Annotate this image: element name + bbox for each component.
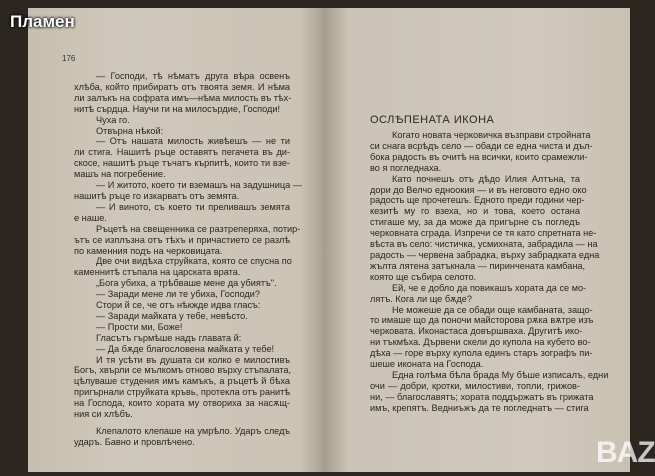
text-line: ътъ се изплъзна отъ тѣхъ и причастието се разлѣ [74,234,290,245]
text-line: бока радость въ очитѣ на всички, които срамежли- [370,151,588,162]
text-line: Стори й се, че отъ нѣкжде идва гласъ: [96,300,261,311]
text-line: Ей, че е добло да повикашъ хората да се мо- [392,282,587,293]
text-line: която ще събира селото. [370,271,477,282]
text-line: шеше иконата на Господа. [370,359,484,370]
watermark-text: Пламен [10,12,75,31]
text-line: дори до Велчо едноокия — и въ неговото едно око [370,184,587,195]
paragraph [74,426,290,448]
paragraph [74,202,290,224]
text-line: — И виното, съ което ти преливашъ земята [96,201,290,212]
text-line: машъ на погребение. [74,169,166,180]
paragraph [370,130,593,174]
text-line: — Да бѫде благословена майката у тебе! [96,343,275,354]
text-line: — Отъ нашата милость живѣешъ — не ти [96,136,290,147]
chapter-title: ОСЛѢПЕНАТА ИКОНА [370,114,495,126]
text-line: лятъ. Кога ли ще бѫде? [370,293,472,304]
text-line: Една голѣма бѣла брада Му бѣше изписалъ, едни [392,369,609,380]
text-line: Когато новата черковичка възправи стройната [392,130,591,140]
text-line: то имаше що да поночи майсторова рѫка вѫтре изъ [370,315,594,326]
text-line: Отвърна нѣкой: [96,125,164,136]
paragraph [370,282,587,305]
paragraph [74,311,290,322]
paragraph [74,223,301,257]
text-line: радость ще прочетешъ. Едното преди години чер- [370,195,585,206]
text-line: скосе, нашитѣ ръце тъчатъ кърпитѣ, които ти взе- [74,158,290,169]
page-number: 176 [62,54,76,63]
text-line: черковата. Иконастаса довършваха. Другитѣ ико- [370,326,583,337]
text-line: по каменния подъ на черковицата. [74,245,223,256]
paragraph [370,369,609,414]
paragraph [74,322,290,333]
text-line: кезитѣ му го взеха, но и това, което остана [370,206,580,217]
text-line: Гласътъ гърмѣше надъ главата й: [96,332,242,343]
text-line: — Заради мене ли те убиха, Господи? [96,289,260,300]
text-line: каменнитѣ стъпала на царската врата. [74,267,241,278]
text-line: черковната сграда. Изпречи се тя като спретната не- [370,228,597,239]
paragraph [74,71,290,115]
text-line: Чуха го. [96,114,130,125]
text-line: си снага всрѣдъ село — обади се една чиста и дъл- [370,140,593,151]
text-line: — И житото, което ти вземашъ на задушница — [96,180,302,191]
paragraph [74,278,290,289]
paragraph [74,355,290,420]
text-line: Не можеше да се обади още камбаната, защо- [392,304,593,315]
paragraph [74,126,290,137]
text-line: „Бога убиха, а трѣбваше мене да убиятъ". [96,278,277,289]
left-page-text [74,71,302,448]
paragraph [370,173,600,283]
text-line: стигаше му, за да може да пригърне съ погледъ [370,217,580,228]
text-line: ни тъкмѣха. Дървени скели до купола на кубето во- [370,337,591,348]
paragraph [74,289,290,300]
text-line: Ръцетѣ на свещенника се разтреперяха, потир- [96,223,301,234]
paragraph [74,136,290,180]
text-line: пригърнали струйката кръвь, протекла отъ ранитѣ [74,387,290,398]
text-line: Две очи видѣха струйката, която се спусна по [96,256,292,267]
text-line: Клепалото клепаше на умрѣло. Ударъ следъ [96,426,290,436]
text-line: Като почнешъ отъ дѣдо Илия Алтъна, та [392,173,580,184]
text-line: на Господа, които хората му отвориха за насѫщ- [74,398,290,409]
text-line: ни, — благославятъ; хората поддържатъ въ грижата [370,391,594,402]
paragraph [370,304,594,370]
text-line: цѣлуваше студения имъ камъкъ, а ръцетѣ й бѣха [74,376,290,387]
text-line: имъ, крепятъ. Ведниъжъ да те погледнатъ — стига [370,402,589,413]
text-line: очи — добри, кротки, милостиви, топли, грижов- [370,380,580,391]
paragraph [74,180,302,202]
text-line: — Прости ми, Боже! [96,321,183,332]
text-line: е наше. [74,212,107,223]
text-line: ния си хлѣбъ. [74,409,133,420]
text-line: нашитѣ ръце го изкарватъ отъ земята. [74,190,240,201]
paragraph [74,300,290,311]
right-page [324,8,630,472]
paragraph [74,333,290,344]
text-line: во я погледнаха. [370,162,442,173]
paragraph [74,344,290,355]
text-line: хлѣба, който прибиратъ отъ твоята земя. И нѣма [74,81,290,92]
right-page-text [370,130,609,414]
text-line: ли стига. Нашитѣ ръце оставятъ пегачета въ ди- [74,147,290,158]
text-line: — Господи, тѣ нѣматъ друга вѣра освенъ [96,71,290,81]
text-line: жълта лятена затъкнала — пиринчената камбана, [370,260,586,271]
text-line: И тя усѣти въ душата си колко е милостивъ [96,354,290,365]
bazar-logo: BAZ [596,436,655,469]
text-line: Богъ, хвърли се мълкомъ отново върху стъпалата, [74,365,292,376]
text-line: ли залъкъ на софрата имъ—нѣма милость въ тѣх- [74,92,292,103]
left-page [28,8,324,472]
text-line: нитѣ сърдца. Научи ги на милосърдие, Господи! [74,103,281,114]
text-line: дѣха — горе върху купола единъ старъ зографъ пи- [370,348,593,359]
paragraph [74,256,290,278]
text-line: — Заради майката у тебе, невѣсто. [96,310,248,321]
paragraph [74,115,290,126]
text-line: ударъ. Бавно и провлѣчено. [74,436,195,447]
text-line: радость — червена забрадка, върху забрадката една [370,249,600,260]
text-line: вѣста въ село: чистичка, усмихната, забрадила — на [370,239,598,250]
